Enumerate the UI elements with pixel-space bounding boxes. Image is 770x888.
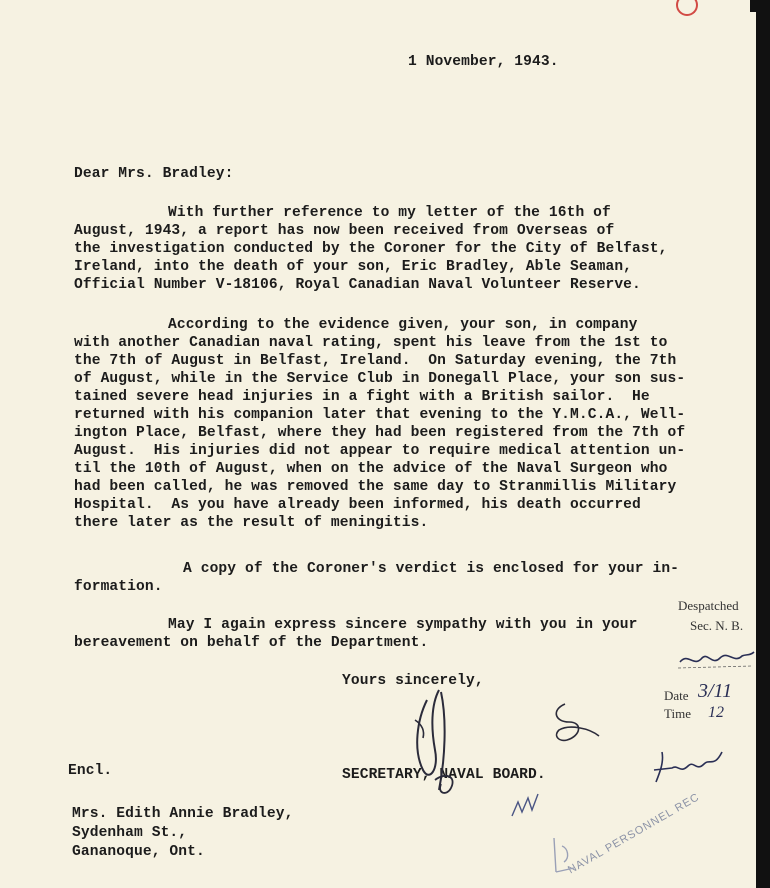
- paragraph-line: August, 1943, a report has now been received from Overseas of: [74, 223, 615, 239]
- paragraph-line: With further reference to my letter of the 16th of: [168, 205, 611, 221]
- signature-title: SECRETARY, NAVAL BOARD.: [342, 767, 546, 783]
- paragraph-line: with another Canadian naval rating, spent his leave from the 1st to: [74, 335, 668, 351]
- despatched-label: Despatched: [678, 598, 739, 613]
- paragraph-line: May I again express sincere sympathy with you in your: [168, 617, 638, 633]
- paragraph-line: of August, while in the Service Club in Donegall Place, your son sus-: [74, 371, 686, 387]
- paragraph-line: formation.: [74, 579, 163, 595]
- paragraph-line: Ireland, into the death of your son, Eric Bradley, Able Seaman,: [74, 259, 633, 275]
- date-label: Date: [664, 688, 689, 703]
- sec-label: Sec. N. B.: [690, 618, 744, 633]
- red-pencil-mark: [676, 0, 698, 16]
- paragraph-line: bereavement on behalf of the Department.: [74, 635, 429, 651]
- enclosure-note: Encl.: [68, 763, 113, 779]
- received-stamp: NAVAL PERSONNEL REC: [566, 791, 702, 877]
- paragraph-line: the 7th of August in Belfast, Ireland. On Saturday evening, the 7th: [74, 353, 677, 369]
- address-line: Sydenham St.,: [72, 825, 188, 841]
- paragraph-line: Official Number V-18106, Royal Canadian Naval Volunteer Reserve.: [74, 277, 641, 293]
- scan-edge-top: [750, 0, 770, 12]
- scan-edge: [756, 0, 770, 888]
- time-label: Time: [664, 706, 691, 721]
- salutation: Dear Mrs. Bradley:: [74, 166, 234, 182]
- address-line: Gananoque, Ont.: [72, 844, 205, 860]
- paragraph-line: August. His injuries did not appear to require medical attention un-: [74, 443, 686, 459]
- letter-date: 1 November, 1943.: [408, 54, 559, 70]
- paragraph-line: the investigation conducted by the Coroner for the City of Belfast,: [74, 241, 668, 257]
- paragraph-line: returned with his companion later that evening to the Y.M.C.A., Well-: [74, 407, 686, 423]
- paragraph-line: til the 10th of August, when on the advice of the Naval Surgeon who: [74, 461, 668, 477]
- received-stamp-mark: [548, 832, 582, 878]
- paragraph-line: had been called, he was removed the same day to Stranmillis Military: [74, 479, 677, 495]
- address-line: Mrs. Edith Annie Bradley,: [72, 806, 294, 822]
- despatch-initials: [678, 648, 756, 672]
- paragraph-line: tained severe head injuries in a fight with a British sailor. He: [74, 389, 650, 405]
- date-value: 3/11: [698, 680, 733, 702]
- paragraph-line: According to the evidence given, your son, in company: [168, 317, 638, 333]
- paragraph-line: A copy of the Coroner's verdict is enclosed for your in-: [183, 561, 680, 577]
- paragraph-line: ington Place, Belfast, where they had been registered from the 7th of: [74, 425, 686, 441]
- initial-scribble: [545, 700, 605, 750]
- margin-tick: [508, 790, 542, 820]
- paragraph-line: there later as the result of meningitis.: [74, 515, 429, 531]
- handwritten-signature: [395, 680, 485, 810]
- closing: Yours sincerely,: [342, 673, 484, 689]
- time-value: 12: [708, 704, 724, 721]
- margin-handwriting: [650, 742, 730, 790]
- paragraph-line: Hospital. As you have already been informed, his death occurred: [74, 497, 641, 513]
